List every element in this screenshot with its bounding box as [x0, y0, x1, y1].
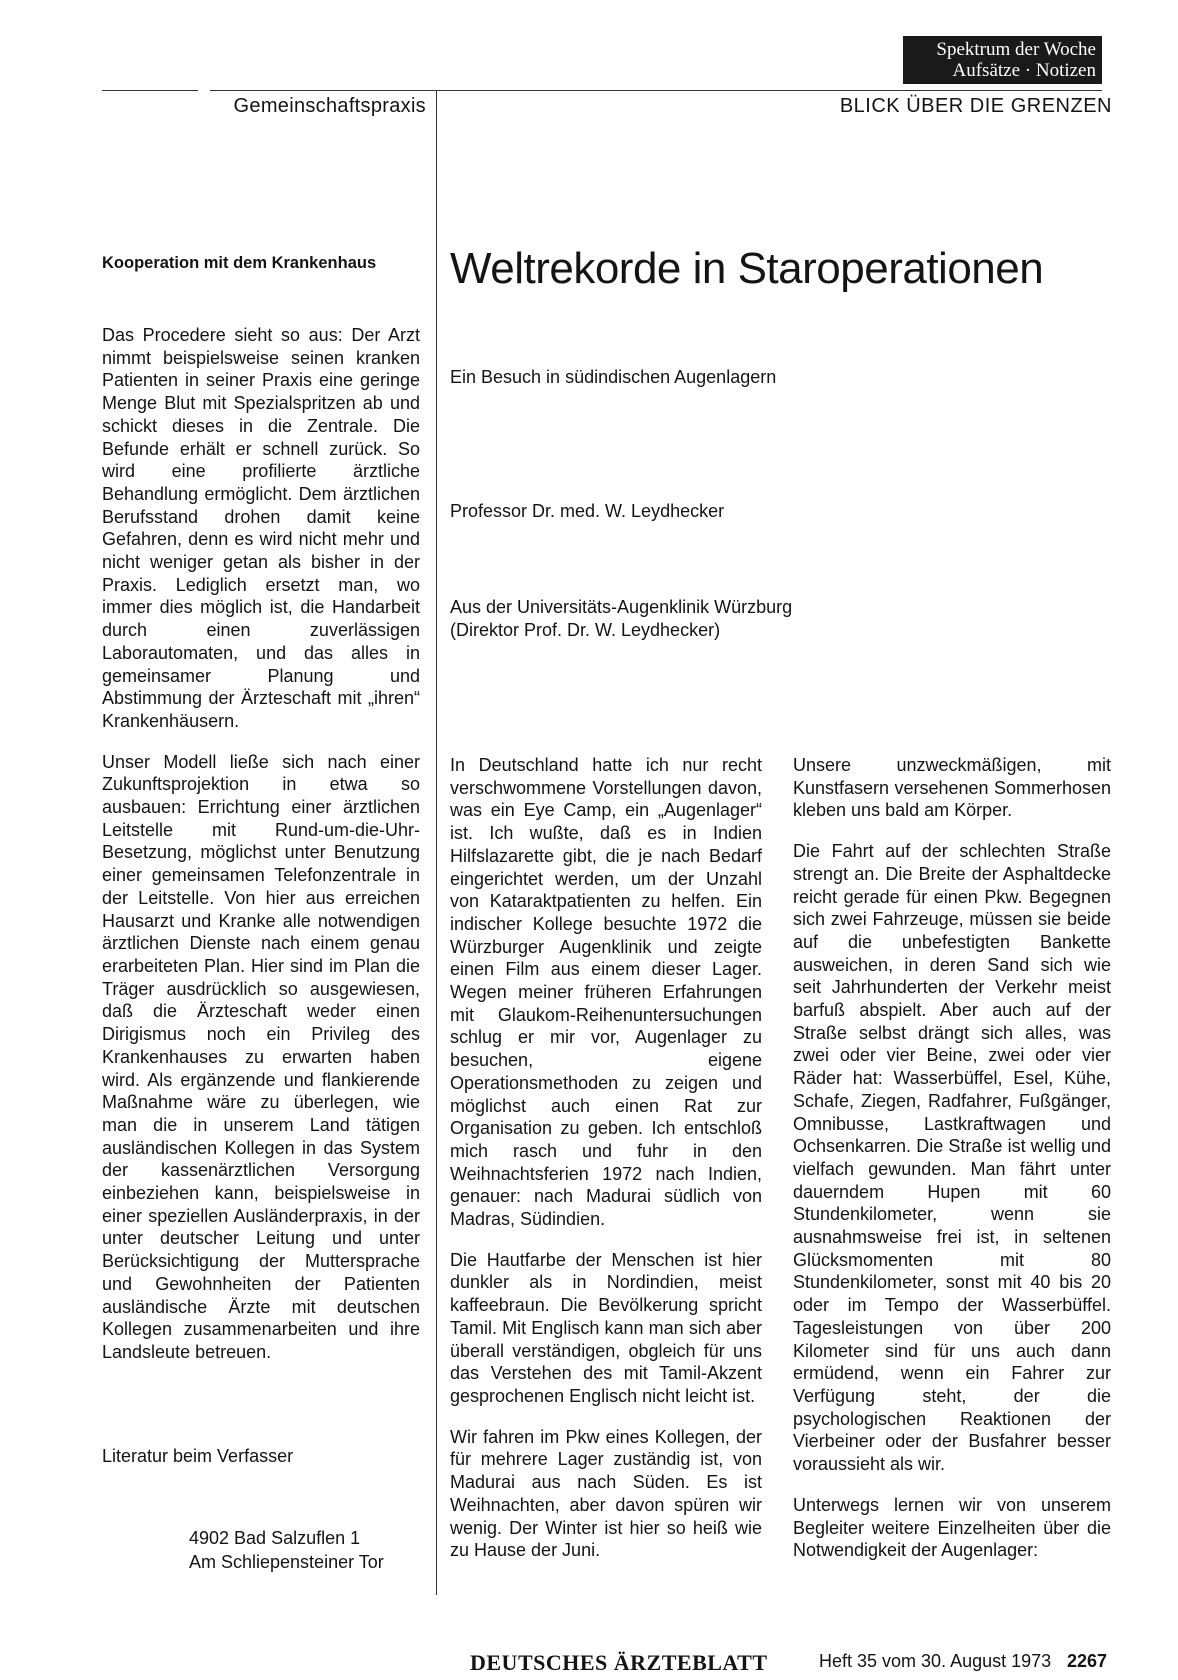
left-paragraph-2: Unser Modell ließe sich nach einer Zukunftsprojektion in etwa so ausbauen: Errichtung einer ärztlichen Leitstelle mit Rund-um-die-Uhr-Besetzung, möglichst unter Benutzung einer gemeinsamen Telefonzentrale in der Leitstelle. Von hier aus erreichen Hausarzt und Kranke alle notwendigen ärztlichen Dienste nach einem genau erarbeiteten Plan. Hier sind im Plan die Träger ausdrücklich so ausgewiesen, daß die Ärzteschaft weder einen Dirigismus noch ein Privileg des Krankenhauses zu erwarten haben wird. Als ergänzende und flankierende Maßnahme wäre zu überlegen, wie man die in unserem Land tätigen ausländischen Kollegen in das System der kassenärztlichen Versorgung einbeziehen kann, beispielsweise in einer speziellen Ausländerpraxis, in der unter deutscher Leitung und unter Berücksichtigung der Muttersprache und Gewohnheiten der Patienten ausländische Ärzte mit deutschen Kollegen zusammenarbeiten und ihre Landsleute betreuen. [102, 751, 420, 1362]
affiliation-line-1: Aus der Universitäts-Augenklinik Würzburg [450, 597, 793, 617]
section-heading-right: BLICK ÜBER DIE GRENZEN [839, 95, 1112, 117]
issue-info: Heft 35 vom 30. August 1973 [819, 1651, 1052, 1671]
article-col2-paragraph-3: Unterwegs lernen wir von unserem Begleiter weitere Einzelheiten über die Notwendigkeit der Augenlager: [793, 1494, 1111, 1561]
article-col1-paragraph-3: Wir fahren im Pkw eines Kollegen, der für mehrere Lager zuständig ist, von Madurai aus nach Süden. Es ist Weihnachten, aber davon spüren wir wenig. Der Winter ist hier so heiß wie zu Hause der Juni. [450, 1426, 762, 1561]
article-affiliation [450, 596, 792, 641]
left-subheading: Kooperation mit dem Krankenhaus [102, 254, 377, 272]
badge-line-2: Aufsätze · Notizen [952, 60, 1096, 81]
top-rule-left-short [102, 90, 198, 91]
top-rule [210, 90, 1102, 91]
column-divider [436, 90, 437, 1595]
badge-line-1: Spektrum der Woche [936, 39, 1096, 60]
literature-note: Literatur beim Verfasser [102, 1446, 294, 1466]
left-column-text [102, 324, 420, 1382]
article-col2-paragraph-2: Die Fahrt auf der schlechten Straße strengt an. Die Breite der Asphaltdecke reicht gerade für einen Pkw. Begegnen sich zwei Fahrzeuge, müssen sie beide auf die unbefestigten Bankette ausweichen, in deren Sand sich wie seit Jahrhunderten der Verkehr meist barfuß abspielt. Aber auch auf der Straße selbst drängt sich alles, was zwei oder vier Beine, zwei oder vier Räder hat: Wasserbüffel, Esel, Kühe, Schafe, Ziegen, Radfahrer, Fußgänger, Omnibusse, Lastkraftwagen und Ochsenkarren. Die Straße ist wellig und vielfach gewunden. Man fährt unter dauerndem Hupen mit 60 Stundenkilometer, wenn sie ausnahmsweise frei ist, in seltenen Glücksmomenten mit 80 Stundenkilometer, sonst mit 40 bis 20 oder im Tempo der Wasserbüffel. Tagesleistungen von über 200 Kilometer sind für uns auch dann ermüdend, wenn ein Fahrer zur Verfügung steht, der die psychologischen Reaktionen der Vierbeiner oder der Busfahrer besser voraussieht als wir. [793, 841, 1111, 1475]
article-author: Professor Dr. med. W. Leydhecker [450, 501, 725, 521]
address-line-1: 4902 Bad Salzuflen 1 [189, 1528, 361, 1548]
author-address [189, 1526, 384, 1574]
article-col1-paragraph-2: Die Hautfarbe der Menschen ist hier dunkler als in Nordindien, meist kaffeebraun. Die Bevölkerung spricht Tamil. Mit Englisch kann man sich aber überall verständigen, obgleich für uns das Verstehen des mit Tamil-Akzent gesprochenen Englisch nicht leicht ist. [450, 1249, 762, 1406]
affiliation-line-2: (Direktor Prof. Dr. W. Leydhecker) [450, 619, 721, 640]
article-col1-paragraph-1: In Deutschland hatte ich nur recht verschwommene Vorstellungen davon, was ein Eye Camp, ein „Augenlager“ ist. Ich wußte, daß es in Indien Hilfslazarette gibt, die je nach Bedarf eingerichtet werden, um der Unzahl von Kataraktpatienten zu helfen. Ein indischer Kollege besuchte 1972 die Würzburger Augenklinik und zeigte einen Film aus einem dieser Lager. Wegen meiner früheren Erfahrungen mit Glaukom-Reihenuntersuchungen schlug er mir vor, Augenlager zu besuchen, eigene Operationsmethoden zu zeigen und möglichst auch einen Rat zur Organisation zu geben. Ich entschloß mich rasch und fuhr in den Weihnachtsferien 1972 nach Indien, genauer: nach Madurai südlich von Madras, Südindien. [450, 755, 762, 1230]
left-paragraph-1: Das Procedere sieht so aus: Der Arzt nimmt beispielsweise seinen kranken Patienten in seiner Praxis eine geringe Menge Blut mit Spezialspritzen ab und schickt dieses in die Zentrale. Die Befunde erhält er schnell zurück. So wird eine profilierte ärztliche Behandlung ermöglicht. Dem ärztlichen Berufsstand drohen damit keine Gefahren, denn es wird nicht mehr und nicht weniger getan als bisher in der Praxis. Lediglich ersetzt man, wo immer dies möglich ist, die Handarbeit durch einen zuverlässigen Laborautomaten, und das alles in gemeinsamer Planung und Abstimmung der Ärzteschaft mit „ihren“ Krankenhäusern. [102, 325, 420, 731]
article-col2-paragraph-1: Unsere unzweckmäßigen, mit Kunstfasern versehenen Sommerhosen kleben uns bald am Körper. [793, 755, 1111, 821]
article-title: Weltrekorde in Staroperationen [450, 244, 1044, 293]
article-column-2 [793, 754, 1111, 1580]
address-line-2: Am Schliepensteiner Tor [189, 1552, 384, 1572]
section-badge [903, 36, 1102, 84]
article-column-1 [450, 754, 762, 1580]
journal-name: DEUTSCHES ÄRZTEBLATT [470, 1650, 768, 1675]
section-heading-left: Gemeinschaftspraxis [233, 95, 426, 117]
article-subtitle: Ein Besuch in südindischen Augenlagern [450, 367, 777, 387]
page-number: 2267 [1067, 1651, 1108, 1671]
